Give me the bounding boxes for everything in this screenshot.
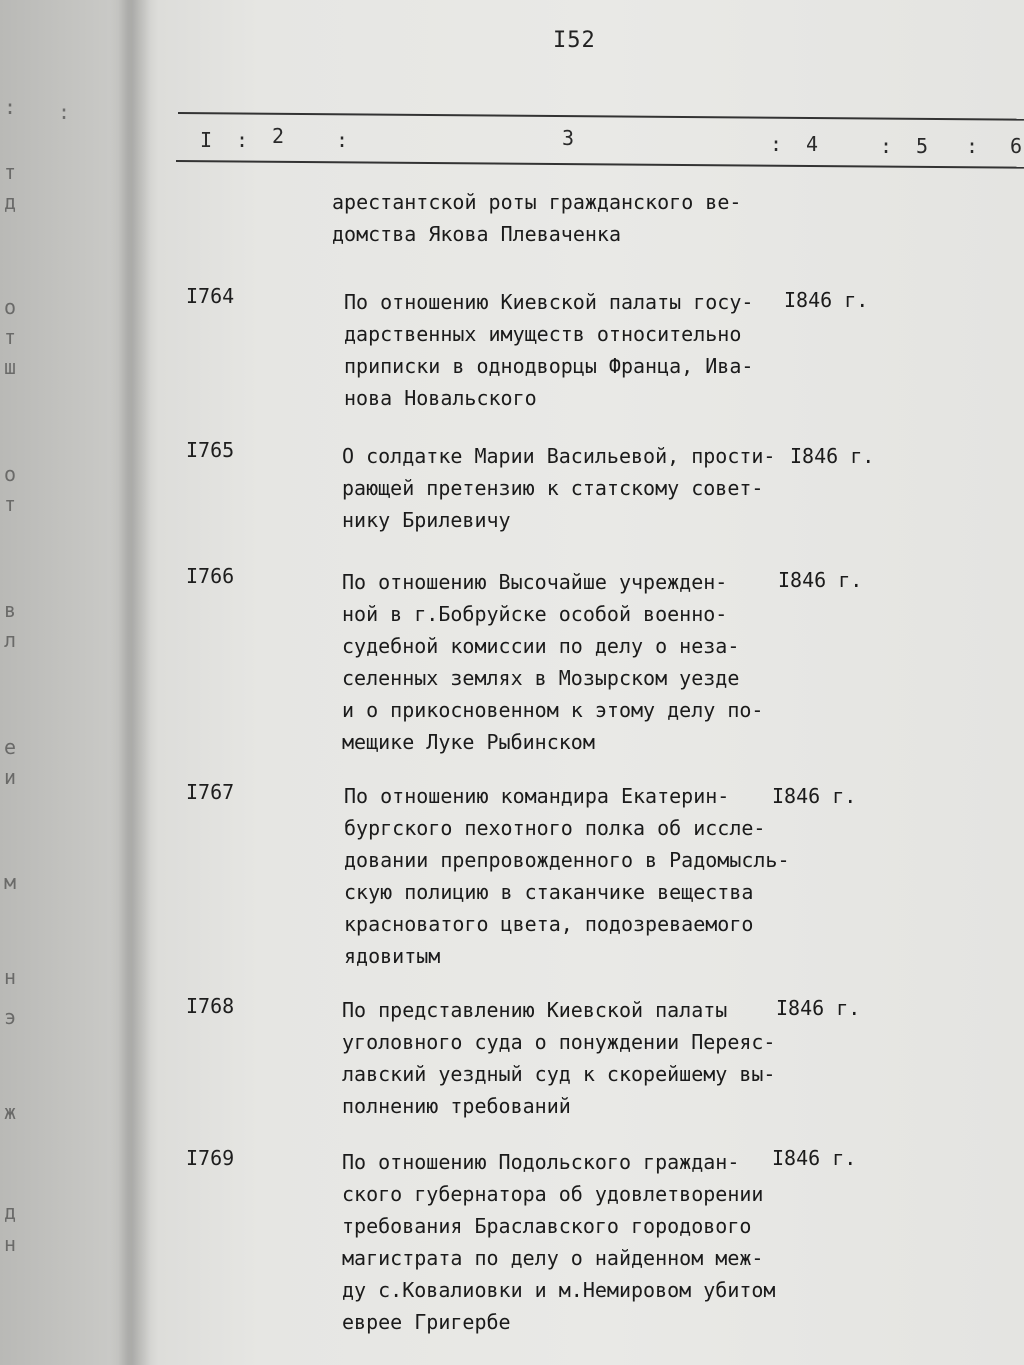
entry-description: По отношению Киевской палаты госу- дарственных имуществ относительно приписки в однодворцы Франца, Ива- нова Новальского <box>344 290 754 410</box>
facing-page-char: т <box>4 325 17 349</box>
entry-number: I769 <box>186 1146 235 1170</box>
facing-page-char: : <box>58 100 71 124</box>
facing-page-char: о <box>4 462 17 486</box>
column-header-4: 4 <box>806 132 819 156</box>
column-header-5: 5 <box>916 134 929 158</box>
entry-description: По представлению Киевской палаты уголовного суда о понуждении Переяс- лавский уездный суд к скорейшему вы- полнению требований <box>342 998 776 1118</box>
column-header-3: 3 <box>562 126 575 150</box>
entry-description: О солдатке Марии Васильевой, прости- рающей претензию к статскому совет- нику Брилевичу <box>342 444 776 532</box>
entry-description: По отношению Подольского граждан- ского губернатора об удовлетворении требования Браславского городового магистрата по делу о найденном меж- ду с.Ковалиовки и м.Немировом убитом еврее Григербе <box>342 1150 776 1334</box>
facing-page-char: д <box>4 1200 17 1224</box>
facing-page-char: э <box>4 1005 17 1029</box>
entry-number: I764 <box>186 284 235 308</box>
facing-page-char: н <box>4 1232 17 1256</box>
facing-page-char: т <box>4 160 17 184</box>
book-gutter <box>118 0 158 1365</box>
entry-number: I768 <box>186 994 235 1018</box>
entry-year: I846 г. <box>778 568 863 592</box>
column-header-1: I <box>200 128 213 152</box>
facing-page-char: в <box>4 598 17 622</box>
entry-year: I846 г. <box>772 1146 857 1170</box>
facing-page-char: : <box>4 95 17 119</box>
facing-page-char: л <box>4 628 17 652</box>
facing-page-char: е <box>4 735 17 759</box>
column-separator: : <box>236 128 249 152</box>
entry-year: I846 г. <box>776 996 861 1020</box>
column-separator: : <box>336 128 349 152</box>
header-rule-bottom <box>176 160 1024 169</box>
entry-year: I846 г. <box>772 784 857 808</box>
entry-number: I765 <box>186 438 235 462</box>
page-number: I52 <box>553 28 596 53</box>
entry-description: По отношению командира Екатерин- бургского пехотного полка об иссле- довании препровожденного в Радомысль- скую полицию в стаканчике вещества красноватого цвета, подозреваемого ядовитым <box>344 784 790 968</box>
entry-description: По отношению Высочайше учрежден- ной в г.Бобруйске особой военно- судебной комиссии по делу о неза- селенных землях в Мозырском уезде и о прикосновенном к этому делу по- мещике Луке Рыбинском <box>342 570 764 754</box>
entry-year: I846 г. <box>784 288 869 312</box>
continuation-text: арестантской роты гражданского ве- домства Якова Плеваченка <box>332 190 742 246</box>
column-header-6: 6 <box>1010 134 1023 158</box>
facing-page-char: д <box>4 190 17 214</box>
entry-number: I767 <box>186 780 235 804</box>
facing-page-char: и <box>4 765 17 789</box>
facing-page-char: ш <box>4 355 17 379</box>
facing-page-char: т <box>4 492 17 516</box>
entry-number: I766 <box>186 564 235 588</box>
column-separator: : <box>770 132 783 156</box>
facing-page-char: м <box>4 870 17 894</box>
column-separator: : <box>880 134 893 158</box>
facing-page-char: ж <box>4 1100 17 1124</box>
column-separator: : <box>966 134 979 158</box>
entry-year: I846 г. <box>790 444 875 468</box>
facing-page-char: н <box>4 965 17 989</box>
header-rule-top <box>178 112 1024 121</box>
facing-page-char: о <box>4 295 17 319</box>
column-header-2: 2 <box>272 124 285 148</box>
